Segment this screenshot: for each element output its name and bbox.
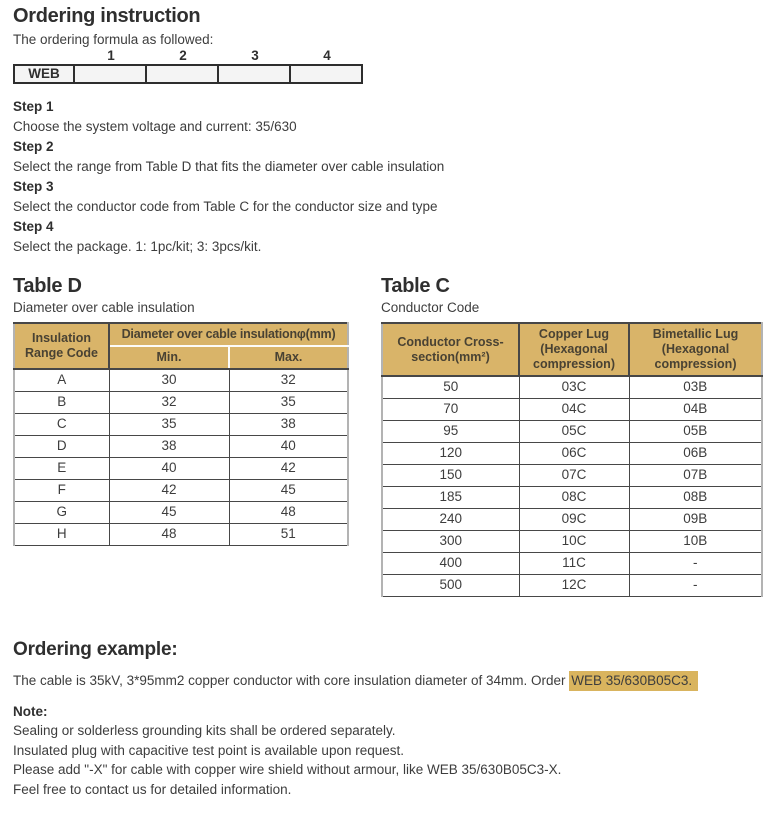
table-row <box>14 523 348 545</box>
table-cell: D <box>14 435 109 457</box>
note-line: Please add "-X" for cable with copper wire shield without armour, like WEB 35/630B05C3-X. <box>13 762 562 777</box>
table-d-header <box>14 323 348 369</box>
table-row <box>382 376 762 398</box>
table-d-block <box>13 275 347 546</box>
table-cell: E <box>14 457 109 479</box>
table-cell: 03B <box>629 376 762 398</box>
table-c <box>381 322 763 597</box>
table-c-header <box>382 323 762 376</box>
ordering-formula-table <box>13 64 363 84</box>
table-row <box>382 464 762 486</box>
table-cell: 30 <box>109 369 229 391</box>
table-cell: 185 <box>382 486 519 508</box>
table-cell: 70 <box>382 398 519 420</box>
table-cell: C <box>14 413 109 435</box>
formula-row <box>14 65 362 83</box>
note-label: Note: <box>13 703 48 719</box>
table-d <box>13 322 349 546</box>
note-line: Sealing or solderless grounding kits shall be ordered separately. <box>13 723 396 738</box>
table-cell: 300 <box>382 530 519 552</box>
table-row <box>382 508 762 530</box>
table-row <box>14 457 348 479</box>
table-cell: 11C <box>519 552 629 574</box>
table-cell: 09B <box>629 508 762 530</box>
table-row <box>14 479 348 501</box>
tables-section <box>13 275 754 597</box>
table-cell: 50 <box>382 376 519 398</box>
table-cell: 09C <box>519 508 629 530</box>
table-cell: 03C <box>519 376 629 398</box>
table-cell: G <box>14 501 109 523</box>
table-row <box>14 435 348 457</box>
table-cell: 48 <box>229 501 348 523</box>
formula-cell-2 <box>146 65 218 83</box>
table-row <box>382 486 762 508</box>
table-row <box>382 442 762 464</box>
table-cell: 06B <box>629 442 762 464</box>
formula-intro: The ordering formula as followed: <box>13 32 214 47</box>
table-cell: 08B <box>629 486 762 508</box>
table-cell: 32 <box>109 391 229 413</box>
table-c-body <box>382 376 762 596</box>
table-row <box>382 574 762 596</box>
step-2-text: Select the range from Table D that fits the diameter over cable insulation <box>13 159 445 174</box>
table-cell: 40 <box>109 457 229 479</box>
table-cell: 38 <box>109 435 229 457</box>
table-d-col-max: Max. <box>229 346 348 369</box>
ordering-example-prefix: The cable is 35kV, 3*95mm2 copper conductor with core insulation diameter of 34mm. Order <box>13 672 570 688</box>
page-title: Ordering instruction <box>13 5 201 27</box>
table-row <box>14 369 348 391</box>
formula-label-2: 2 <box>179 48 187 63</box>
formula-position-labels <box>13 48 754 64</box>
formula-label-spacer <box>13 48 75 64</box>
table-c-col-copper-lug: Copper Lug (Hexagonal compression) <box>519 323 629 376</box>
step-4-text: Select the package. 1: 1pc/kit; 3: 3pcs/kit. <box>13 239 262 254</box>
table-d-subtitle: Diameter over cable insulation <box>13 300 195 315</box>
table-cell: B <box>14 391 109 413</box>
table-row <box>382 420 762 442</box>
table-c-col-cross-section: Conductor Cross-section(mm²) <box>382 323 519 376</box>
table-d-body <box>14 369 348 545</box>
table-cell: 51 <box>229 523 348 545</box>
table-cell: 150 <box>382 464 519 486</box>
table-row <box>14 391 348 413</box>
table-cell: 35 <box>229 391 348 413</box>
step-1-text: Choose the system voltage and current: 35/630 <box>13 119 297 134</box>
table-cell: F <box>14 479 109 501</box>
table-cell: 38 <box>229 413 348 435</box>
formula-cell-web: WEB <box>14 65 74 83</box>
table-cell: 05C <box>519 420 629 442</box>
table-c-block <box>381 275 761 597</box>
formula-label-4: 4 <box>323 48 331 63</box>
formula-cell-1 <box>74 65 146 83</box>
formula-cell-3 <box>218 65 290 83</box>
table-d-col-min: Min. <box>109 346 229 369</box>
step-2-label: Step 2 <box>13 139 54 154</box>
table-row <box>382 530 762 552</box>
table-cell: 04B <box>629 398 762 420</box>
note-section <box>13 702 754 800</box>
step-1-label: Step 1 <box>13 99 54 114</box>
table-cell: 10C <box>519 530 629 552</box>
table-row <box>14 501 348 523</box>
steps-list <box>13 97 754 257</box>
table-cell: - <box>629 574 762 596</box>
table-cell: 45 <box>109 501 229 523</box>
table-cell: 40 <box>229 435 348 457</box>
table-cell: 12C <box>519 574 629 596</box>
table-row <box>14 413 348 435</box>
table-cell: 08C <box>519 486 629 508</box>
note-line: Feel free to contact us for detailed information. <box>13 781 292 797</box>
table-d-col-range-code: Insulation Range Code <box>14 323 109 369</box>
table-cell: 42 <box>109 479 229 501</box>
formula-cell-4 <box>290 65 362 83</box>
table-cell: 45 <box>229 479 348 501</box>
table-cell: 05B <box>629 420 762 442</box>
step-3-text: Select the conductor code from Table C for the conductor size and type <box>13 199 438 214</box>
table-cell: - <box>629 552 762 574</box>
table-cell: 95 <box>382 420 519 442</box>
table-cell: 120 <box>382 442 519 464</box>
table-c-title: Table C <box>381 275 450 297</box>
table-cell: 32 <box>229 369 348 391</box>
table-cell: 500 <box>382 574 519 596</box>
step-3-label: Step 3 <box>13 179 54 194</box>
table-cell: 07C <box>519 464 629 486</box>
table-cell: 48 <box>109 523 229 545</box>
table-cell: A <box>14 369 109 391</box>
table-d-title: Table D <box>13 275 82 297</box>
step-4-label: Step 4 <box>13 219 54 234</box>
table-cell: 10B <box>629 530 762 552</box>
table-cell: 04C <box>519 398 629 420</box>
table-cell: 35 <box>109 413 229 435</box>
table-cell: 06C <box>519 442 629 464</box>
order-code-highlight: WEB 35/630B05C3. <box>569 671 698 691</box>
table-row <box>382 398 762 420</box>
ordering-example-text <box>13 673 754 688</box>
note-line: Insulated plug with capacitive test point is available upon request. <box>13 742 404 758</box>
formula-label-3: 3 <box>251 48 259 63</box>
table-row <box>382 552 762 574</box>
table-cell: 07B <box>629 464 762 486</box>
formula-label-1: 1 <box>107 48 115 63</box>
table-cell: 400 <box>382 552 519 574</box>
table-cell: H <box>14 523 109 545</box>
table-d-col-diameter: Diameter over cable insulationφ(mm) <box>109 323 348 346</box>
table-c-col-bimetallic-lug: Bimetallic Lug (Hexagonal compression) <box>629 323 762 376</box>
table-cell: 240 <box>382 508 519 530</box>
table-c-subtitle: Conductor Code <box>381 300 480 315</box>
table-cell: 42 <box>229 457 348 479</box>
ordering-example-title: Ordering example: <box>13 638 178 660</box>
